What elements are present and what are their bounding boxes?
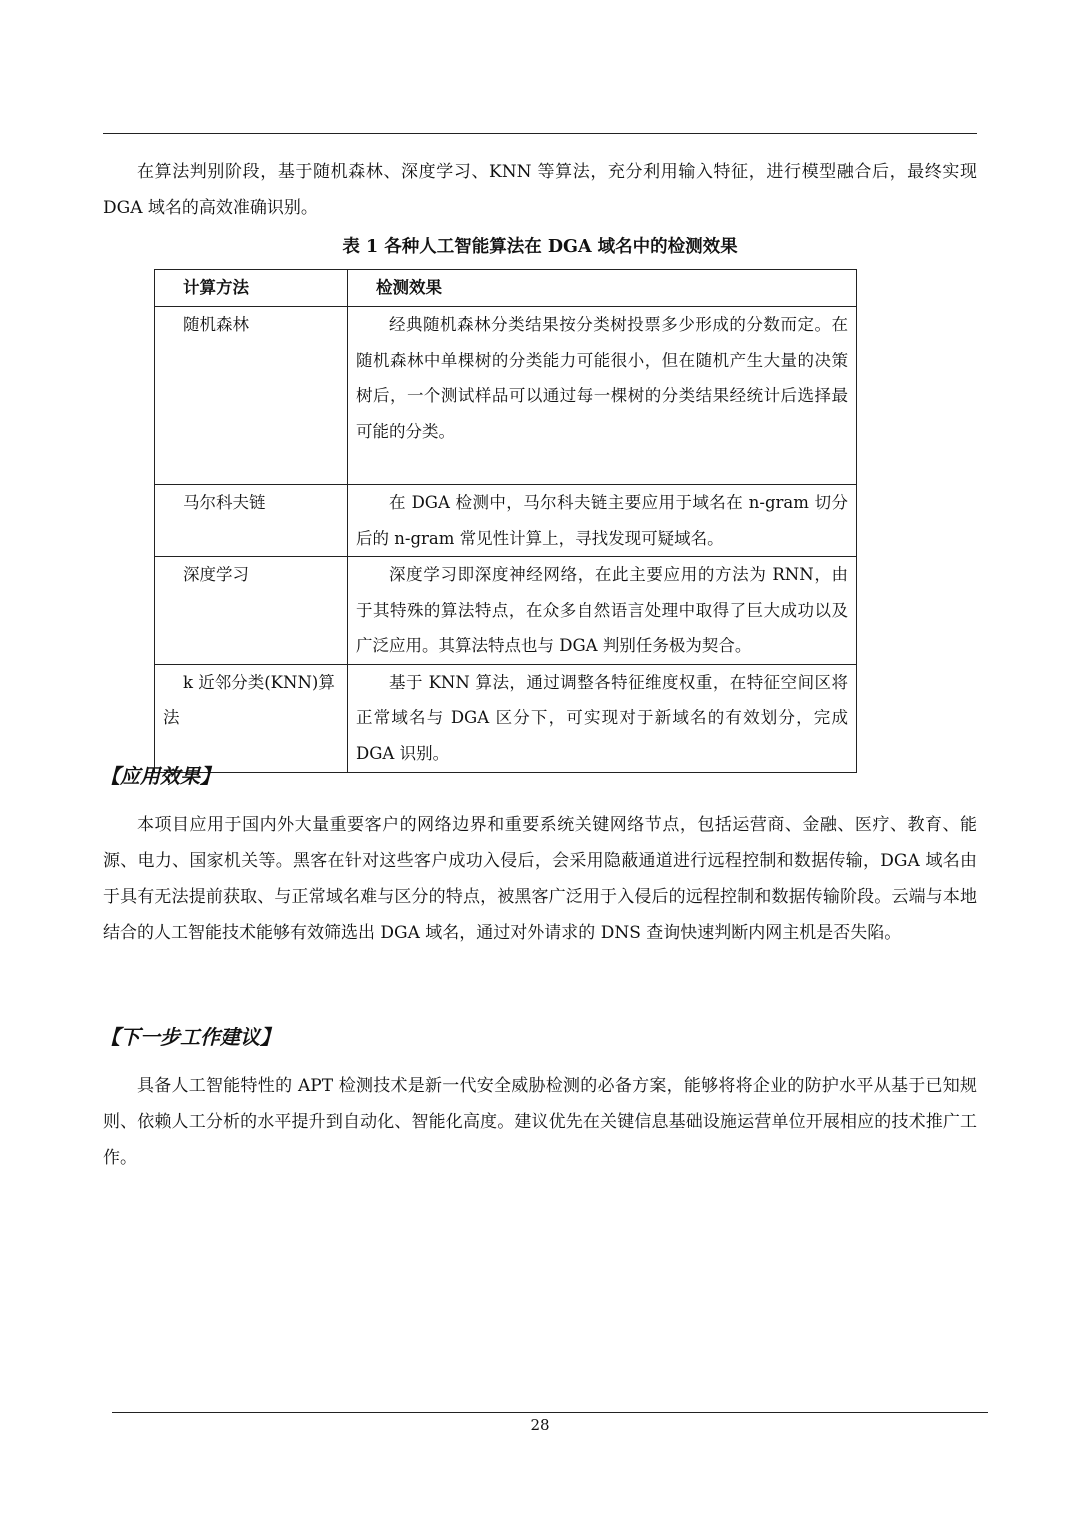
methods-table — [154, 269, 857, 773]
table-row — [155, 307, 857, 485]
method-label: k 近邻分类(KNN)算法 — [163, 672, 335, 727]
effect-cell: 在 DGA 检测中，马尔科夫链主要应用于域名在 n-gram 切分后的 n-gram 常见性计算上，寻找发现可疑域名。 — [348, 485, 857, 557]
method-label: 深度学习 — [183, 565, 249, 584]
method-label: 马尔科夫链 — [183, 493, 266, 512]
effect-cell: 经典随机森林分类结果按分类树投票多少形成的分数而定。在随机森林中单棵树的分类能力可能很小，但在随机产生大量的决策树后，一个测试样品可以通过每一棵树的分类结果经统计后选择最可能的分类。 — [348, 307, 857, 485]
header-method: 计算方法 — [155, 270, 348, 307]
table-row — [155, 485, 857, 557]
table-row — [155, 557, 857, 665]
method-cell — [155, 485, 348, 557]
next-steps-heading: 【下一步工作建议】 — [100, 1025, 280, 1049]
footer-rule — [112, 1412, 988, 1413]
table-caption: 表 1 各种人工智能算法在 DGA 域名中的检测效果 — [342, 237, 738, 257]
method-cell — [155, 307, 348, 485]
header-rule — [103, 133, 977, 134]
method-cell — [155, 664, 348, 772]
page-number: 28 — [530, 1416, 550, 1434]
table-header-row — [155, 270, 857, 307]
method-label: 随机森林 — [183, 315, 249, 334]
table-row — [155, 664, 857, 772]
application-effect-paragraph: 本项目应用于国内外大量重要客户的网络边界和重要系统关键网络节点，包括运营商、金融、医疗、教育、能源、电力、国家机关等。黑客在针对这些客户成功入侵后，会采用隐蔽通道进行远程控制和数据传输，DGA 域名由于具有无法提前获取、与正常域名难与区分的特点，被黑客广泛用于入侵后的远程控制和数据传输阶段。云端与本地结合的人工智能技术能够有效筛选出 DGA 域名，通过对外请求的 DNS 查询快速判断内网主机是否失陷。 — [103, 815, 977, 943]
intro-paragraph: 在算法判别阶段，基于随机森林、深度学习、KNN 等算法，充分利用输入特征，进行模型融合后，最终实现 DGA 域名的高效准确识别。 — [103, 162, 977, 218]
application-effect-heading: 【应用效果】 — [100, 764, 220, 788]
next-steps-paragraph: 具备人工智能特性的 APT 检测技术是新一代安全威胁检测的必备方案，能够将将企业的防护水平从基于已知规则、依赖人工分析的水平提升到自动化、智能化高度。建议优先在关键信息基础设施运营单位开展相应的技术推广工作。 — [103, 1076, 977, 1168]
header-effect: 检测效果 — [348, 270, 857, 307]
effect-cell: 基于 KNN 算法，通过调整各特征维度权重，在特征空间区将正常域名与 DGA 区分下，可实现对于新域名的有效划分，完成 DGA 识别。 — [348, 664, 857, 772]
effect-cell: 深度学习即深度神经网络，在此主要应用的方法为 RNN，由于其特殊的算法特点，在众多自然语言处理中取得了巨大成功以及广泛应用。其算法特点也与 DGA 判别任务极为契合。 — [348, 557, 857, 665]
method-cell — [155, 557, 348, 665]
